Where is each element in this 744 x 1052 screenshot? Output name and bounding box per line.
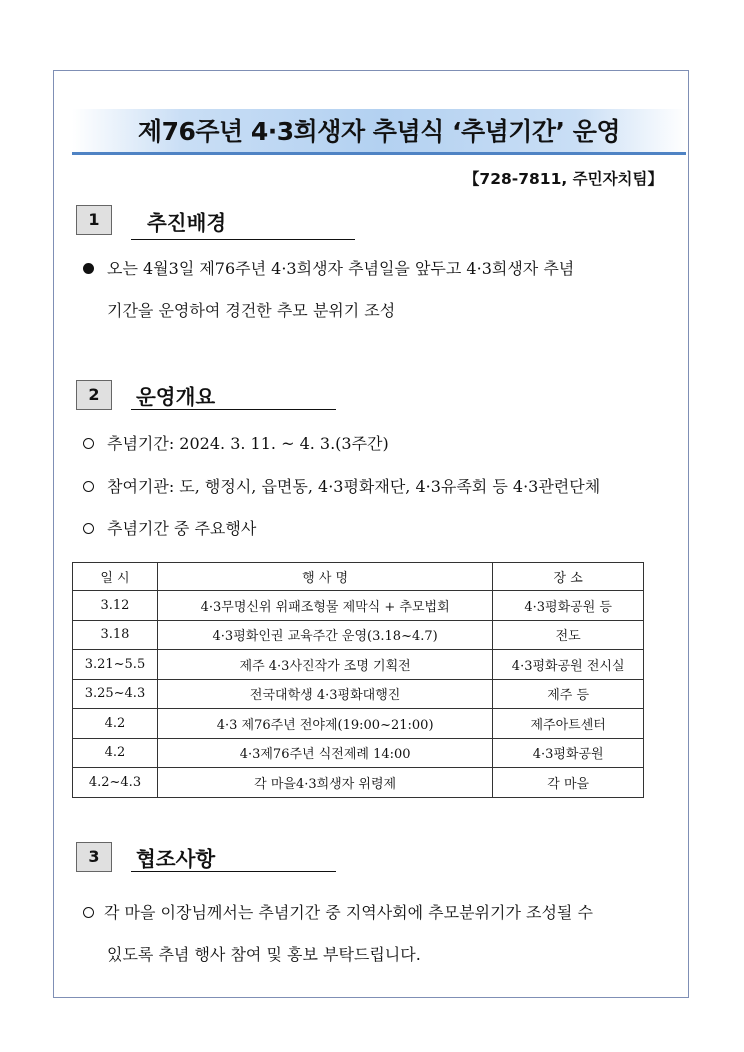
section-3-para-line2: 있도록 추념 행사 참여 및 홍보 부탁드립니다. [107,945,421,964]
bullet-icon [83,523,94,534]
table-row [73,709,644,739]
table-row [73,768,644,798]
table-header-place: 장 소 [493,563,644,591]
table-cell-date: 3.25~4.3 [73,679,158,709]
table-header-event: 행 사 명 [157,563,492,591]
table-row [73,591,644,621]
table-header-row [73,563,644,591]
section-1-title: 추진배경 [147,211,227,235]
section-2-number: 2 [76,380,112,410]
section-3-number: 3 [76,842,112,872]
table-cell-event: 4·3 제76주년 전야제(19:00~21:00) [157,709,492,739]
contact-info: 【728-7811, 주민자치팀】 [463,170,663,188]
table-cell-event: 제주 4·3사진작가 조명 기획전 [157,650,492,680]
table-cell-date: 4.2 [73,738,158,768]
section-2-title: 운영개요 [136,385,216,409]
table-cell-place: 전도 [493,620,644,650]
table-row [73,650,644,680]
section-1-underline [131,239,355,240]
table-cell-date: 4.2~4.3 [73,768,158,798]
table-cell-event: 4·3평화인권 교육주간 운영(3.18~4.7) [157,620,492,650]
bullet-icon [83,481,94,492]
table-row [73,679,644,709]
section-1-para-line1: 오는 4월3일 제76주년 4·3희생자 추념일을 앞두고 4·3희생자 추념 [107,259,575,278]
table-cell-date: 3.18 [73,620,158,650]
section-3-underline [131,871,336,872]
events-table [72,562,644,798]
table-cell-event: 4·3무명신위 위패조형물 제막식 + 추모법회 [157,591,492,621]
table-row [73,738,644,768]
table-cell-date: 3.21~5.5 [73,650,158,680]
section-2-para-3: 추념기간 중 주요행사 [107,519,257,538]
section-1-para-line2: 기간을 운영하여 경건한 추모 분위기 조성 [107,301,396,320]
table-header-date: 일 시 [73,563,158,591]
table-cell-place: 4·3평화공원 전시실 [493,650,644,680]
section-1-number: 1 [76,205,112,235]
table-cell-date: 4.2 [73,709,158,739]
bullet-icon [83,907,94,918]
table-cell-event: 전국대학생 4·3평화대행진 [157,679,492,709]
section-3-para-line1: 각 마을 이장님께서는 추념기간 중 지역사회에 추모분위기가 조성될 수 [104,903,593,922]
page-title: 제76주년 4·3희생자 추념식 ‘추념기간’ 운영 [137,117,621,146]
table-row [73,620,644,650]
table-cell-place: 제주 등 [493,679,644,709]
table-cell-event: 4·3제76주년 식전제례 14:00 [157,738,492,768]
table-cell-place: 제주아트센터 [493,709,644,739]
table-cell-place: 각 마을 [493,768,644,798]
table-cell-date: 3.12 [73,591,158,621]
bullet-icon [83,438,94,449]
table-cell-event: 각 마을4·3희생자 위령제 [157,768,492,798]
section-3-title: 협조사항 [136,847,216,871]
section-2-para-1: 추념기간: 2024. 3. 11. ~ 4. 3.(3주간) [107,434,389,453]
table-cell-place: 4·3평화공원 등 [493,591,644,621]
bullet-icon [83,263,94,274]
section-2-underline [131,409,336,410]
section-2-para-2: 참여기관: 도, 행정시, 읍면동, 4·3평화재단, 4·3유족회 등 4·3관련단체 [107,477,601,496]
table-cell-place: 4·3평화공원 [493,738,644,768]
